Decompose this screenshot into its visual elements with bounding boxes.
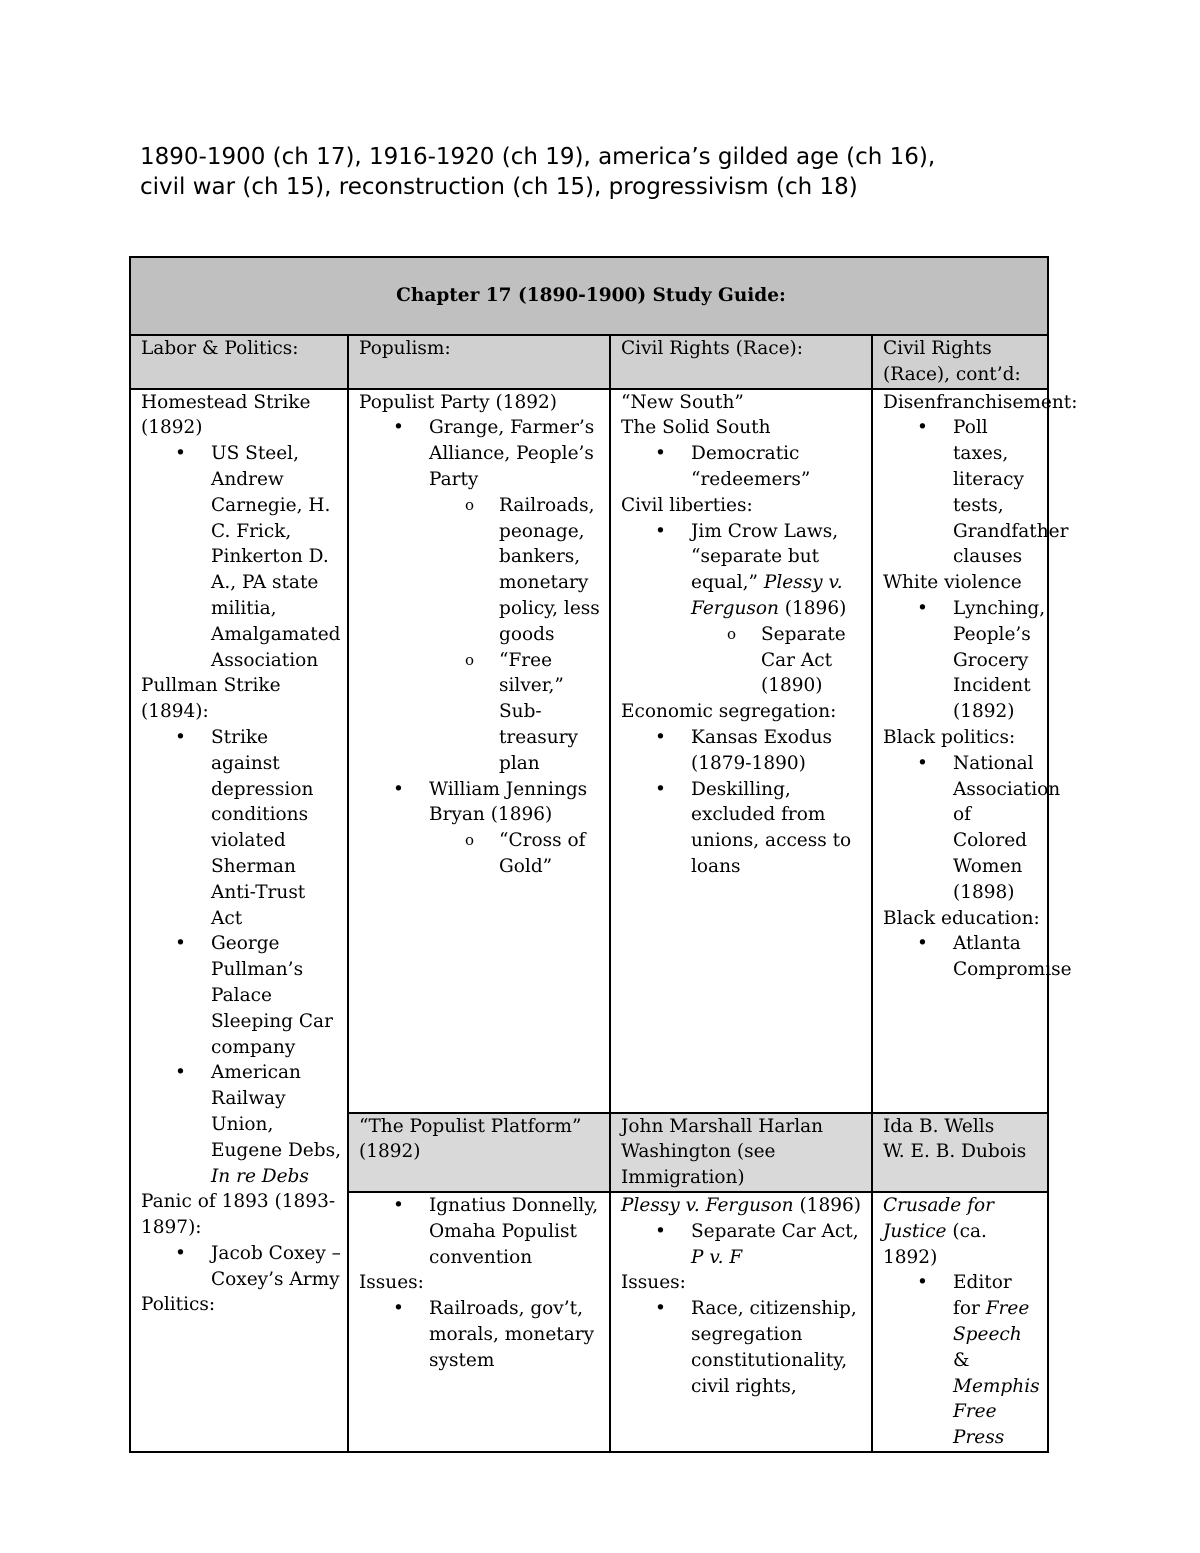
list-item: • American Railway Union, Eugene Debs, In re Debs [141, 1060, 341, 1189]
list-item: • Separate Car Act, P v. F [621, 1219, 865, 1271]
wells-dubois-cell: Ida B. Wells W. E. B. Dubois [872, 1113, 1048, 1192]
populist-party: Populist Party (1892) [359, 391, 558, 413]
pullman-strike: Pullman Strike (1894): [141, 675, 281, 723]
list-item: • Jim Crow Laws, “separate but equal,” Plessy v. Ferguson (1896) o Separate Car Act (1890) [621, 519, 865, 700]
black-education: Black education: [883, 907, 1040, 929]
list-item: • Democratic “redeemers” [621, 441, 865, 493]
list-item: • Lynching, People’s Grocery Incident (1892) [883, 596, 1041, 725]
list-item: • Race, citizenship, segregation constitutionality, civil rights, [621, 1296, 865, 1399]
list-item: • Poll taxes, literacy tests, Grandfather clauses [883, 415, 1041, 570]
list-item: o Railroads, peonage, bankers, monetary policy, less goods [429, 493, 603, 648]
header-civil-rights-contd: Civil Rights (Race), cont’d: [872, 335, 1048, 389]
list-item: • US Steel, Andrew Carnegie, H. C. Frick, Pinkerton D. A., PA state militia, Amalgamated Association [141, 441, 341, 673]
politics-label: Politics: [141, 1294, 216, 1316]
homestead-strike: Homestead Strike (1892) [141, 391, 311, 439]
list-item: • George Pullman’s Palace Sleeping Car company [141, 931, 341, 1060]
crusade-detail-cell: Crusade for Justice (ca. 1892) • Editor for Free Speech & Memphis Free Press [872, 1192, 1048, 1452]
list-item: • Kansas Exodus (1879-1890) [621, 725, 865, 777]
populist-platform-cell: “The Populist Platform” (1892) [348, 1113, 610, 1192]
list-item: o “Cross of Gold” [429, 828, 603, 880]
list-item: • National Association of Colored Women (1898) [883, 751, 1041, 906]
labor-politics-cell [130, 389, 348, 1452]
list-item: • William Jennings Bryan (1896) o “Cross of Gold” [359, 777, 603, 880]
civil-liberties: Civil liberties: [621, 494, 753, 516]
list-item: o Separate Car Act (1890) [691, 622, 865, 699]
header-populism: Populism: [348, 335, 610, 389]
list-item: • Atlanta Compromise [883, 931, 1041, 983]
plessy-detail-cell: Plessy v. Ferguson (1896) • Separate Car Act, P v. F Issues: • Race, citizenship, segregation constitutionality, civil rights, [610, 1192, 872, 1452]
document-title [140, 142, 1100, 202]
list-item: • Railroads, gov’t, morals, monetary system [359, 1296, 603, 1373]
civil-rights-cell [610, 389, 872, 1113]
harlan-cell: John Marshall Harlan Washington (see Immigration) [610, 1113, 872, 1192]
economic-segregation: Economic segregation: [621, 701, 837, 723]
black-politics: Black politics: [883, 726, 1016, 748]
disenfranchisement: Disenfranchisement: [883, 391, 1078, 413]
table-banner: Chapter 17 (1890-1900) Study Guide: [130, 257, 1048, 335]
header-labor-politics: Labor & Politics: [130, 335, 348, 389]
platform-detail-cell: • Ignatius Donnelly, Omaha Populist convention Issues: • Railroads, gov’t, morals, monetary system [348, 1192, 610, 1452]
populism-cell [348, 389, 610, 1113]
header-civil-rights: Civil Rights (Race): [610, 335, 872, 389]
list-item: • Strike against depression conditions violated Sherman Anti-Trust Act [141, 725, 341, 931]
list-item: • Grange, Farmer’s Alliance, People’s Party o Railroads, peonage, bankers, monetary policy, less goods o “Free silver,” Sub-treasury plan [359, 415, 603, 776]
list-item: • Ignatius Donnelly, Omaha Populist convention [359, 1193, 603, 1270]
civil-rights-contd-cell [872, 389, 1078, 1113]
list-item: • Editor for Free Speech & Memphis Free Press [883, 1270, 1041, 1451]
pullman-list [141, 725, 341, 1189]
homestead-list [141, 441, 341, 673]
panic-list [141, 1241, 341, 1293]
solid-south: The Solid South [621, 417, 771, 439]
panic-of-1893: Panic of 1893 (1893-1897): [141, 1191, 336, 1239]
study-guide-table [129, 256, 1078, 1453]
title-line-2: civil war (ch 15), reconstruction (ch 15), progressivism (ch 18) [140, 174, 858, 200]
new-south: “New South” [621, 391, 744, 413]
title-line-1: 1890-1900 (ch 17), 1916-1920 (ch 19), america’s gilded age (ch 16), [140, 144, 936, 170]
list-item: o “Free silver,” Sub-treasury plan [429, 648, 603, 777]
list-item: • Deskilling, excluded from unions, access to loans [621, 777, 865, 880]
white-violence: White violence [883, 572, 1022, 594]
list-item: • Jacob Coxey – Coxey’s Army [141, 1241, 341, 1293]
